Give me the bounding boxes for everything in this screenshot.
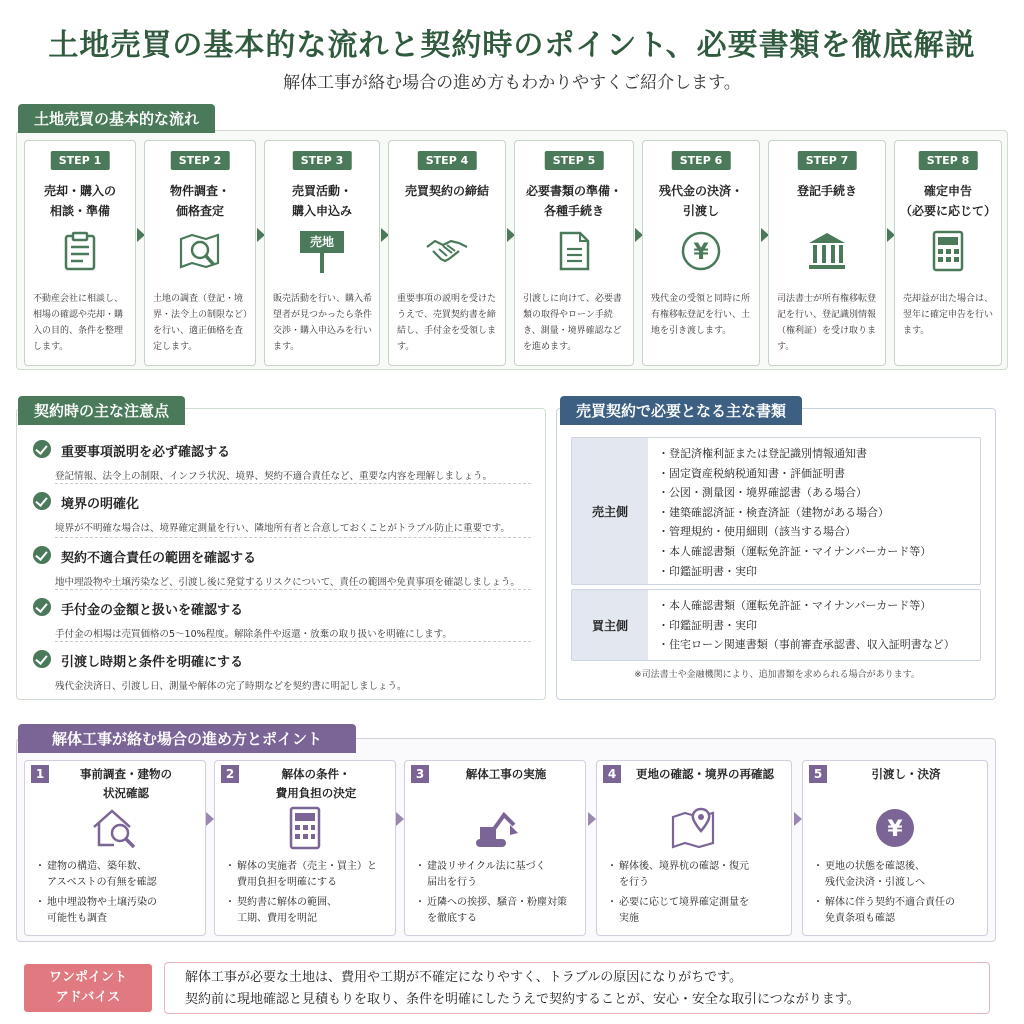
demo-step-title: 引渡し・決済 [871,767,941,781]
step-title: 物件調査・ 価格査定 [169,184,230,218]
step-badge: STEP 6 [672,151,731,170]
step-title: 売却・購入の 相談・準備 [43,184,116,218]
demo-item: ・ 契約書に解体の範囲、 工期、費用を明記 [227,895,389,927]
demo-item: ・ 建設リサイクル法に基づく 届出を行う [417,859,579,891]
doc-item: ・ 固定資産税納税通知書・評価証明書 [658,464,974,484]
page-subtitle: 解体工事が絡む場合の進め方もわかりやすくご紹介します。 [283,73,741,93]
step-badge: STEP 3 [293,151,352,170]
step-card-8 [894,140,1002,366]
step-desc: 残代金の受領と同時に所有権移転登記を行い、土地を引き渡します。 [651,294,751,336]
step-desc: 重要事項の説明を受けたうえで、売買契約書を締結し、手付金を受領します。 [397,294,497,352]
map-pin-icon [669,805,719,851]
sign-text: 売地 [300,231,344,253]
divider [55,589,531,590]
step-number: 2 [221,765,239,783]
check-circle-icon [33,650,51,668]
demo-step-title: 事前調査・建物の 状況確認 [80,767,172,800]
bank-building-icon [805,229,849,273]
step-title: 確定申告 （必要に応じて） [899,184,996,218]
demo-step-5 [802,760,988,936]
point-desc: 登記情報、法令上の制限、インフラ状況、境界、契約不適合責任など、重要な内容を理解しましょう。 [55,471,493,482]
step-number: 1 [31,765,49,783]
page-title: 土地売買の基本的な流れと契約時のポイント、必要書類を徹底解説 [48,28,976,63]
check-circle-icon [33,492,51,510]
house-search-icon [90,805,140,851]
step-card-3 [264,140,380,366]
doc-item: ・ 印鑑証明書・実印 [658,562,974,582]
step-card-1 [24,140,136,366]
handshake-icon [425,229,469,273]
demo-arrow-icon [588,812,596,826]
doc-item: ・ 公図・測量図・境界確認書（ある場合） [658,483,974,503]
point-item [33,547,533,588]
step-desc: 売却益が出た場合は、翌年に確定申告を行います。 [903,294,994,336]
seller-label: 売主側 [572,438,648,584]
check-circle-icon [33,598,51,616]
point-title: 引渡し時期と条件を明確にする [61,655,244,670]
check-circle-icon [33,546,51,564]
yen-coin-icon [679,229,723,273]
divider [55,641,531,642]
calculator-icon [280,805,330,851]
demo-step-list [417,859,579,931]
step-badge: STEP 7 [798,151,857,170]
divider [55,483,531,484]
advice-line: 契約前に現地確認と見積もりを取り、条件を明確にしたうえで契約することが、安心・安全な取引につながります。 [185,992,860,1007]
demo-item: ・ 建物の構造、築年数、 アスベストの有無を確認 [37,859,199,891]
advice-box [164,962,990,1014]
for-sale-sign-icon [300,229,344,273]
point-desc: 手付金の相場は売買価格の5～10%程度。解除条件や返還・放棄の取り扱いを明確にします。 [55,629,452,640]
demo-step-list [609,859,785,931]
point-title: 手付金の金額と扱いを確認する [61,603,244,618]
demo-step-title: 解体工事の実施 [465,767,547,781]
buyer-label: 買主側 [572,590,648,660]
doc-item: ・ 建築確認済証・検査済証（建物がある場合） [658,503,974,523]
buyer-docs [571,589,981,661]
step-card-2 [144,140,256,366]
step-desc: 販売活動を行い、購入希望者が見つかったら条件交渉・購入申込みを行います。 [273,294,373,352]
buyer-doc-list [658,596,974,655]
step-badge: STEP 1 [51,151,110,170]
step-desc: 不動産会社に相談し、相場の確認や売却・購入の目的、条件を整理します。 [33,294,124,352]
step-number: 5 [809,765,827,783]
demo-step-list [815,859,981,931]
step-card-4 [388,140,506,366]
doc-item: ・ 登記済権利証または登記識別情報通知書 [658,444,974,464]
step-card-5 [514,140,634,366]
doc-item: ・ 住宅ローン関連書類（事前審査承認書、収入証明書など） [658,635,974,655]
step-title: 売買契約の締結 [404,184,489,198]
excavator-icon [470,805,520,851]
step-desc: 引渡しに向けて、必要書類の取得やローン手続き、測量・境界確認などを進めます。 [523,294,622,352]
point-desc: 境界が不明確な場合は、境界確定測量を行い、隣地所有者と合意しておくことがトラブル防止に重要です。 [55,523,510,534]
calculator-icon [926,229,970,273]
map-magnifier-icon [178,229,222,273]
advice-line: 解体工事が必要な土地は、費用や工期が不確定になりやすく、トラブルの原因になりがちです。 [185,970,743,985]
demo-step-title: 解体の条件・ 費用負担の決定 [275,767,357,800]
demolition-heading: 解体工事が絡む場合の進め方とポイント [18,724,356,753]
svg-text:¥: ¥ [887,817,903,842]
step-title: 必要書類の準備・ 各種手続き [525,184,622,218]
step-number: 3 [411,765,429,783]
step-badge: STEP 5 [545,151,604,170]
documents-section [556,408,996,700]
document-icon [552,229,596,273]
documents-heading: 売買契約で必要となる主な書類 [560,396,802,425]
yen-coin-icon [870,805,920,851]
seller-doc-list [658,444,974,581]
doc-item: ・ 印鑑証明書・実印 [658,616,974,636]
point-title: 契約不適合責任の範囲を確認する [61,551,257,566]
step-number: 4 [603,765,621,783]
step-badge: STEP 4 [418,151,477,170]
points-heading: 契約時の主な注意点 [18,396,185,425]
demo-step-list [227,859,389,931]
demo-step-1 [24,760,206,936]
demo-step-2 [214,760,396,936]
demo-item: ・ 必要に応じて境界確定測量を 実施 [609,895,785,927]
demo-step-4 [596,760,792,936]
point-item [33,493,533,534]
step-desc: 土地の調査（登記・境界・法令上の制限など）を行い、適正価格を査定します。 [153,294,248,352]
demo-item: ・ 解体の実施者（売主・買主）と 費用負担を明確にする [227,859,389,891]
demo-item: ・ 解体後、境界杭の確認・復元 を行う [609,859,785,891]
demo-item: ・ 地中埋設物や土壌汚染の 可能性も調査 [37,895,199,927]
step-desc: 司法書士が所有権移転登記を行い、登記識別情報（権利証）を受け取ります。 [777,294,877,352]
check-circle-icon [33,440,51,458]
doc-item: ・ 本人確認書類（運転免許証・マイナンバーカード等） [658,596,974,616]
demo-arrow-icon [206,812,214,826]
demo-item: ・ 近隣への挨拶、騒音・粉塵対策 を徹底する [417,895,579,927]
advice-label: ワンポイント アドバイス [24,964,152,1012]
doc-item: ・ 本人確認書類（運転免許証・マイナンバーカード等） [658,542,974,562]
point-title: 重要事項説明を必ず確認する [61,445,231,460]
divider [55,537,531,538]
point-item [33,599,533,640]
demo-arrow-icon [396,812,404,826]
demo-step-list [37,859,199,931]
point-item [33,651,533,692]
demo-step-title: 更地の確認・境界の再確認 [636,767,774,781]
demo-item: ・ 更地の状態を確認後、 残代金決済・引渡しへ [815,859,981,891]
points-section [16,408,546,700]
point-title: 境界の明確化 [61,497,140,512]
step-title: 売買活動・ 購入申込み [291,184,352,218]
point-desc: 地中埋設物や土壌汚染など、引渡し後に発覚するリスクについて、責任の範囲や免責事項を確認しましょう。 [55,577,520,588]
step-badge: STEP 8 [919,151,978,170]
demo-item: ・ 解体に伴う契約不適合責任の 免責条項も確認 [815,895,981,927]
step-card-7 [768,140,886,366]
step-card-6 [642,140,760,366]
step-badge: STEP 2 [171,151,230,170]
clipboard-icon [58,229,102,273]
step-title: 残代金の決済・ 引渡し [658,184,743,218]
flow-heading: 土地売買の基本的な流れ [18,104,215,133]
seller-docs [571,437,981,585]
point-item [33,441,533,482]
documents-note: ※司法書士や金融機関により、追加書類を求められる場合があります。 [634,670,920,680]
point-desc: 残代金決済日、引渡し日、測量や解体の完了時期などを契約書に明記しましょう。 [55,681,407,692]
demo-arrow-icon [794,812,802,826]
demo-step-3 [404,760,586,936]
doc-item: ・ 管理規約・使用細則（該当する場合） [658,522,974,542]
step-title: 登記手続き [796,184,857,198]
svg-text:¥: ¥ [693,240,709,265]
